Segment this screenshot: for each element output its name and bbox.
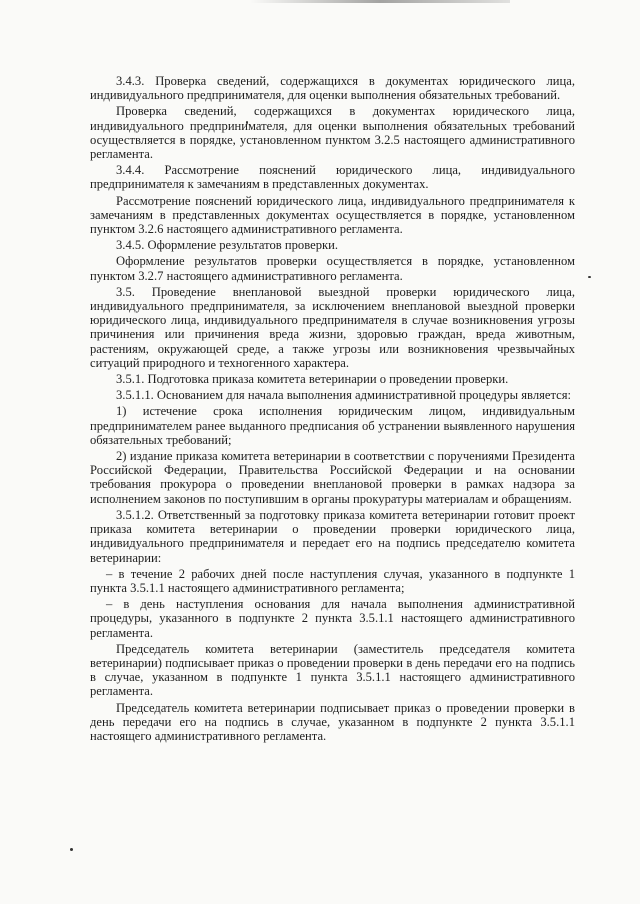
- dash-item-2: – в день наступления основания для начала выполнения административной процедуры, указанного в подпункте 2 пункта 3.5.1.1 настоящего административного регламента.: [90, 597, 575, 640]
- list-item-2: 2) издание приказа комитета ветеринарии в соответствии с поручениями Президента Российской Федерации, Правительства Российской Федерации и на основании требования прокурора о проведении внеплановой проверки в рамках надзора за исполнением законов по поступившим в органы прокуратуры материалам и обращениям.: [90, 449, 575, 506]
- paragraph: Проверка сведений, содержащихся в документах юридического лица, индивидуального предпринимателя, для оценки выполнения обязательных требований осуществляется в порядке, установленном пунктом 3.2.5 настоящего административного регламента.: [90, 104, 575, 162]
- paragraph: Рассмотрение пояснений юридического лица, индивидуального предпринимателя к замечаниям в представленных документах осуществляется в порядке, установленном пунктом 3.2.6 настоящего административного регламента.: [90, 193, 575, 237]
- paragraph-3-4-4: 3.4.4. Рассмотрение пояснений юридического лица, индивидуального предпринимателя к замечаниям в представленных документах.: [90, 163, 575, 192]
- paragraph-3-5-1-1: 3.5.1.1. Основанием для начала выполнения административной процедуры является:: [116, 388, 572, 403]
- paragraph-3-5-1: 3.5.1. Подготовка приказа комитета ветеринарии о проведении проверки.: [116, 372, 509, 387]
- scan-speck: [588, 276, 591, 278]
- paragraph: Оформление результатов проверки осуществляется в порядке, установленном пунктом 3.2.7 настоящего административного регламента.: [90, 254, 575, 283]
- paragraph-3-4-5: 3.4.5. Оформление результатов проверки.: [116, 238, 338, 253]
- paragraph: Председатель комитета ветеринарии (заместитель председателя комитета ветеринарии) подписывает приказ о проведении проверки в день передачи его на подпись в случае, указанном в подпункте 1 пункта 3.5.1.1 настоящего административного регламента.: [90, 641, 575, 699]
- document-body: [90, 74, 575, 745]
- paragraph-3-5-1-2: 3.5.1.2. Ответственный за подготовку приказа комитета ветеринарии готовит проект приказа комитета ветеринарии о проведении проверки юридического лица, индивидуального предпринимателя и передает его на подпись председателю комитета ветеринарии:: [90, 507, 575, 565]
- paragraph-3-5: 3.5. Проведение внеплановой выездной проверки юридического лица, индивидуального предпринимателя, за исключением внеплановой выездной проверки юридического лица, индивидуального предпринимателя в случае возникновения угрозы причинения или причинения вреда жизни, здоровью граждан, вреда животным, растениям, окружающей среде, а также угрозы или возникновения чрезвычайных ситуаций природного и техногенного характера.: [90, 284, 575, 370]
- dash-item-1: – в течение 2 рабочих дней после наступления случая, указанного в подпункте 1 пункта 3.5.1.1 настоящего административного регламента;: [90, 566, 575, 595]
- paragraph-3-4-3: 3.4.3. Проверка сведений, содержащихся в документах юридического лица, индивидуального предпринимателя, для оценки выполнения обязательных требований.: [90, 74, 575, 103]
- scan-speck: [70, 848, 73, 851]
- list-item-1: 1) истечение срока исполнения юридическим лицом, индивидуальным предпринимателем ранее выданного предписания об устранении выявленного нарушения обязательных требований;: [90, 404, 575, 447]
- scan-artifact-line: [250, 0, 510, 3]
- paragraph: Председатель комитета ветеринарии подписывает приказ о проведении проверки в день передачи его на подпись в случае, указанном в подпункте 2 пункта 3.5.1.1 настоящего административного регламента.: [90, 700, 575, 743]
